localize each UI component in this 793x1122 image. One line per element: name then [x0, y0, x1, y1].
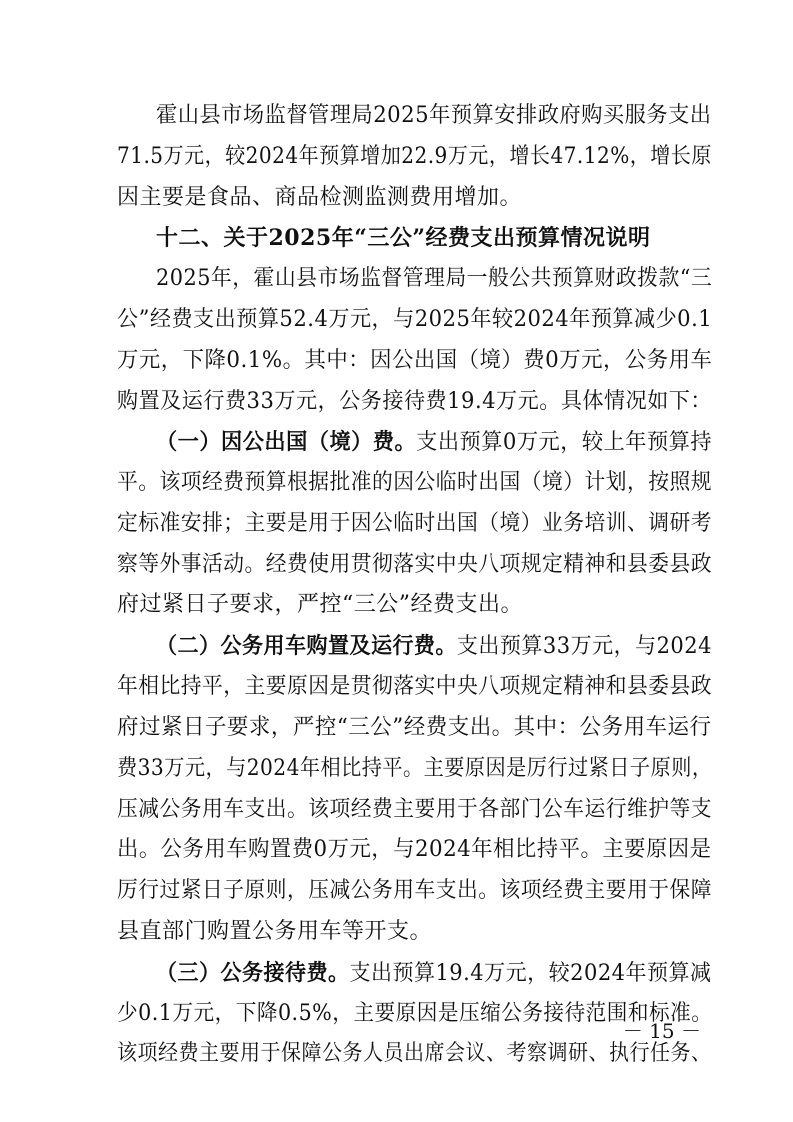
text-line: 该项经费主要用于保障公务人员出席会议、考察调研、执行任务、: [117, 1041, 712, 1066]
text-line: 少0.1万元，下降0.5%，主要原因是压缩公务接待范围和标准。: [117, 1001, 713, 1026]
subsection-label: （一）因公出国（境）费。: [156, 429, 417, 455]
text-line: 出。公务用车购置费0万元，与2024年相比持平。主要原因是: [117, 837, 712, 862]
text-line: 费33万元，与2024年相比持平。主要原因是厉行过紧日子原则，: [117, 756, 713, 781]
subsection-label: （三）公务接待费。: [156, 960, 350, 986]
text-line: 2025年，霍山县市场监督管理局一般公共预算财政拨款“三: [156, 266, 713, 291]
text-line: 71.5万元，较2024年预算增加22.9万元，增长47.12%，增长原: [117, 144, 712, 169]
text-line: 年相比持平，主要原因是贯彻落实中央八项规定精神和县委县政: [117, 674, 712, 699]
text-line: [156, 427, 712, 458]
text-line: 购置及运行费33万元，公务接待费19.4万元。具体情况如下：: [117, 389, 712, 414]
text-line: [156, 958, 712, 989]
text-span: 支出预算19.4万元，较2024年预算减: [349, 961, 712, 986]
text-line: 压减公务用车支出。该项经费主要用于各部门公车运行维护等支: [117, 797, 712, 822]
text-span: 支出预算33万元，与2024: [456, 634, 712, 659]
page-number: － 15 －: [622, 1019, 701, 1043]
text-line: 万元，下降0.1%。其中：因公出国（境）费0万元，公务用车: [117, 348, 713, 373]
text-span: 支出预算0万元，较上年预算持: [416, 430, 713, 455]
text-line: 察等外事活动。经费使用贯彻落实中央八项规定精神和县委县政: [117, 552, 712, 577]
text-line: 府过紧日子要求，严控“三公”经费支出。其中：公务用车运行: [117, 715, 712, 740]
text-line: 因主要是食品、商品检测监测费用增加。: [117, 185, 523, 210]
text-line: 县直部门购置公务用车等开支。: [117, 919, 433, 944]
text-line: 公”经费支出预算52.4万元，与2025年较2024年预算减少0.1: [117, 307, 713, 332]
text-line: 平。该项经费预算根据批准的因公临时出国（境）计划，按照规: [117, 470, 712, 495]
text-line: 霍山县市场监督管理局2025年预算安排政府购买服务支出: [156, 103, 712, 128]
text-line: 定标准安排；主要是用于因公临时出国（境）业务培训、调研考: [117, 511, 712, 536]
section-heading: 十二、关于2025年“三公”经费支出预算情况说明: [156, 225, 651, 251]
text-line: 厉行过紧日子原则，压减公务用车支出。该项经费主要用于保障: [117, 878, 712, 903]
text-line: 府过紧日子要求，严控“三公”经费支出。: [117, 592, 523, 617]
text-line: [156, 631, 712, 662]
subsection-label: （二）公务用车购置及运行费。: [156, 633, 457, 659]
